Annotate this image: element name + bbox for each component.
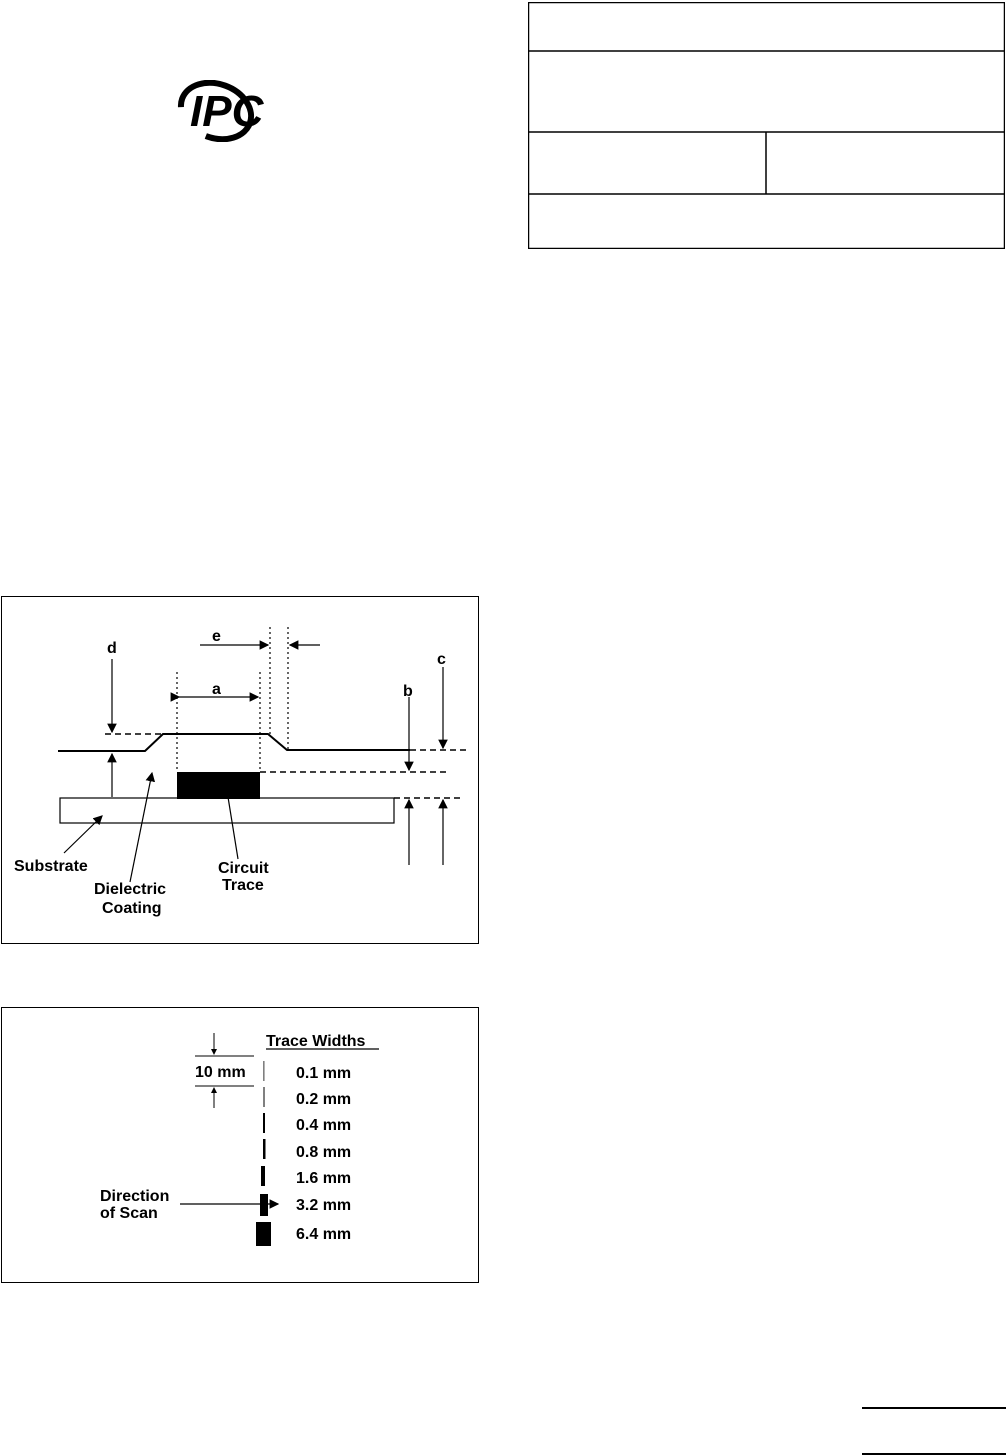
label-d: d (107, 640, 117, 657)
width-label-1: 0.2 mm (296, 1091, 352, 1108)
trace-widths-title: Trace Widths (266, 1033, 366, 1050)
trace-bar-0.1 (264, 1061, 265, 1081)
trace-bar-0.8 (263, 1139, 266, 1159)
footer-rule-bottom (862, 1453, 1006, 1455)
direction-label-1: Direction (100, 1188, 170, 1205)
substrate-shape (60, 798, 394, 823)
width-label-2: 0.4 mm (296, 1117, 352, 1134)
label-circuit-1: Circuit (218, 860, 269, 877)
trace-bar-0.2 (264, 1087, 265, 1107)
label-c: c (437, 651, 446, 668)
label-b: b (403, 683, 413, 700)
footer-rule-top (862, 1407, 1006, 1409)
label-a: a (212, 681, 221, 698)
ipc-logo (176, 80, 294, 142)
width-label-4: 1.6 mm (296, 1170, 352, 1187)
figure-trace-widths (1, 1007, 479, 1283)
coating-profile (58, 734, 410, 751)
logo-text: IPC (190, 87, 264, 136)
trace-bar-1.6 (261, 1166, 265, 1186)
direction-label-2: of Scan (100, 1205, 158, 1222)
document-info-table (528, 2, 1005, 249)
trace-bar-3.2 (260, 1194, 268, 1216)
width-label-3: 0.8 mm (296, 1144, 352, 1161)
width-label-0: 0.1 mm (296, 1065, 352, 1082)
scale-label: 10 mm (195, 1064, 246, 1081)
label-circuit-2: Trace (222, 877, 264, 894)
width-label-6: 6.4 mm (296, 1226, 352, 1243)
label-dielectric-1: Dielectric (94, 881, 167, 898)
circuit-trace-shape (177, 772, 260, 799)
label-dielectric-2: Coating (102, 900, 162, 917)
trace-bar-6.4 (256, 1222, 271, 1246)
width-label-5: 3.2 mm (296, 1197, 352, 1214)
trace-bar-0.4 (263, 1113, 265, 1133)
label-substrate: Substrate (14, 858, 88, 875)
label-e: e (212, 628, 221, 645)
figure-coating-cross-section (1, 596, 479, 944)
